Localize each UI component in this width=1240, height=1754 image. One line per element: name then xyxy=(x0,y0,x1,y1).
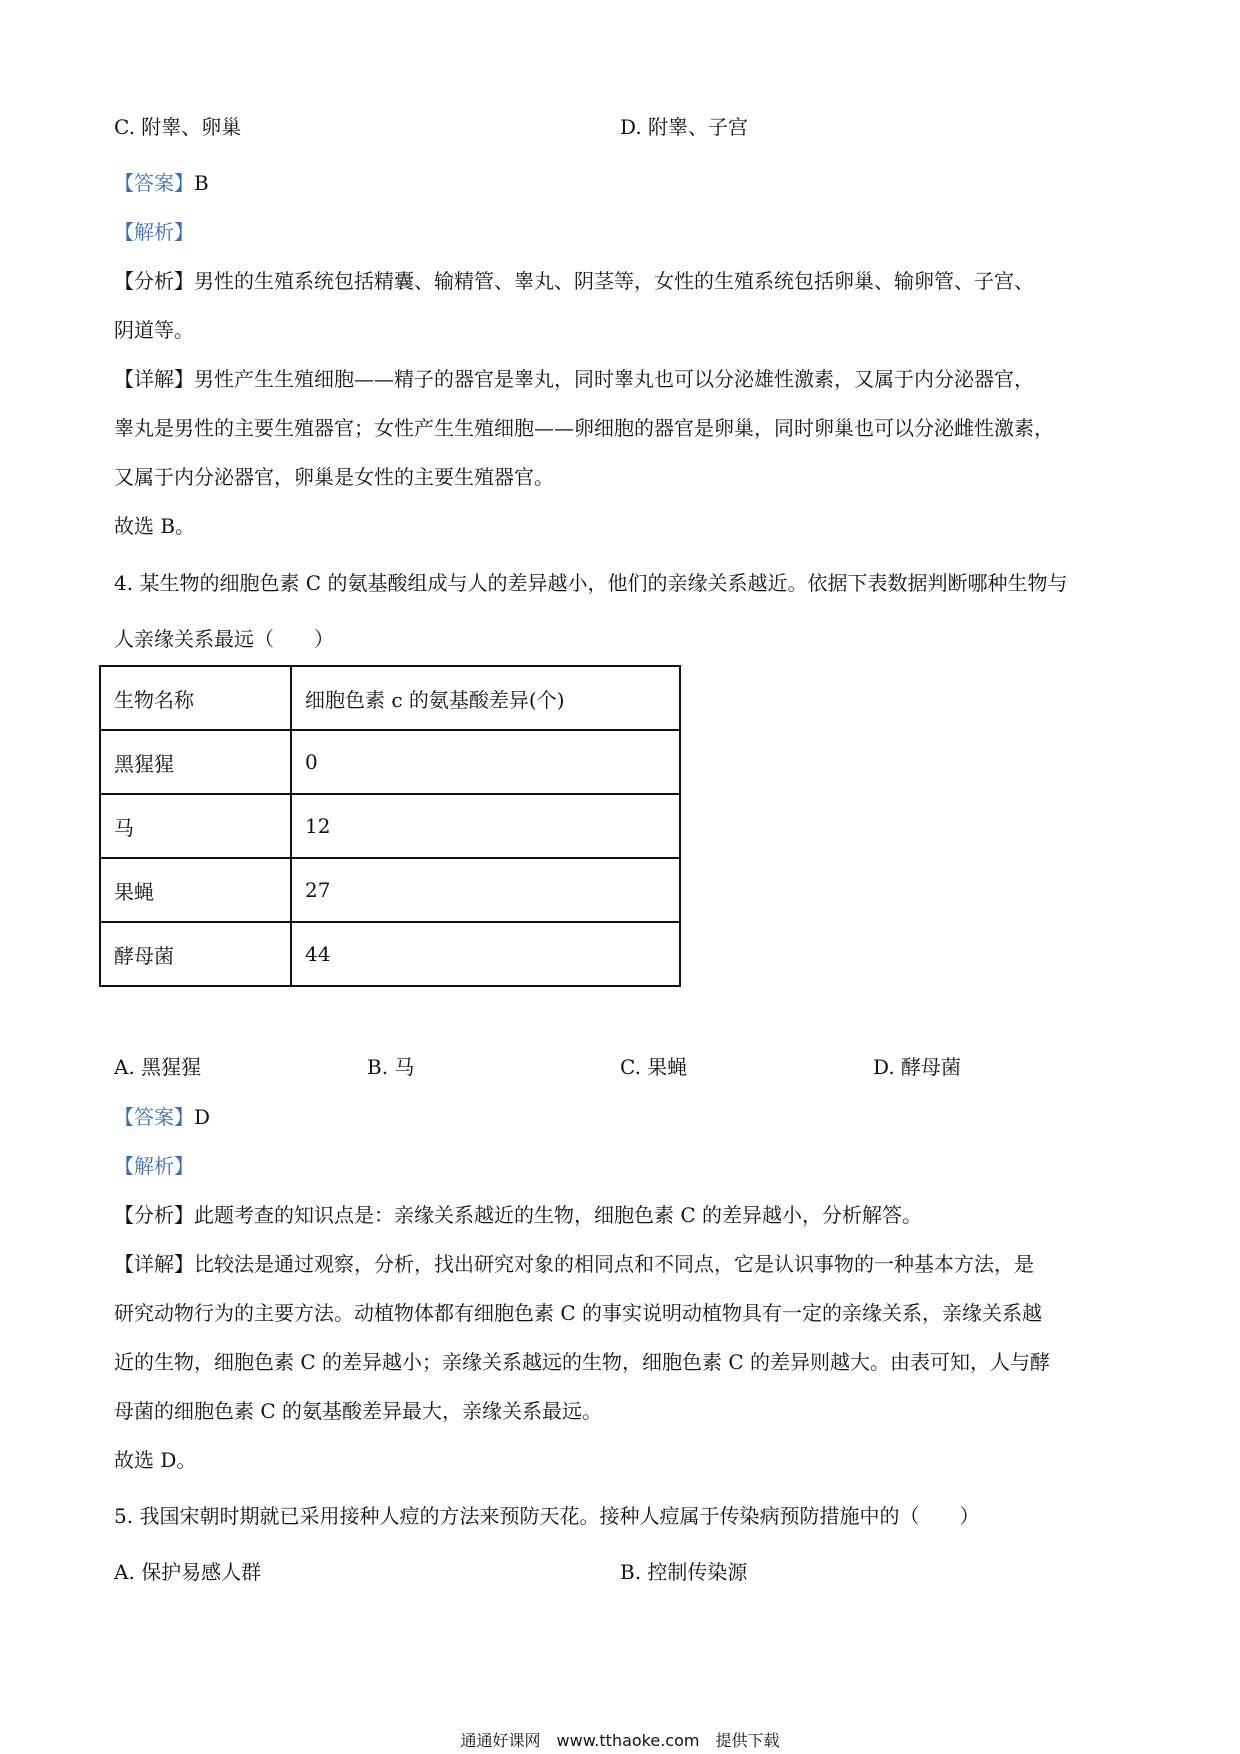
q3-option-c: C. 附睾、卵巢 xyxy=(114,115,242,139)
table-cell: 酵母菌 xyxy=(100,922,291,986)
q5-option-b: B. 控制传染源 xyxy=(620,1560,748,1584)
q4-xiangjie-line3: 近的生物，细胞色素 C 的差异越小；亲缘关系越远的生物，细胞色素 C 的差异则越大。由表可知，人与酵 xyxy=(114,1350,1051,1374)
analysis-tag: 【解析】 xyxy=(114,220,194,244)
q4-conclusion: 故选 D。 xyxy=(114,1448,197,1472)
q4-answer xyxy=(114,1102,210,1132)
q4-option-a: A. 黑猩猩 xyxy=(114,1055,202,1079)
table-row xyxy=(100,794,680,858)
answer-value: D xyxy=(194,1105,211,1129)
table-header-cell: 生物名称 xyxy=(100,666,291,730)
q3-fenxi-line1 xyxy=(114,266,1034,296)
q3-analysis-heading xyxy=(114,217,194,247)
table-cell: 27 xyxy=(291,858,680,922)
q4-stem-line2: 人亲缘关系最远（ ） xyxy=(114,627,334,651)
q5-options-row xyxy=(114,1557,1134,1587)
data-table xyxy=(99,665,681,987)
q3-option-d: D. 附睾、子宫 xyxy=(620,115,749,139)
table-cell: 果蝇 xyxy=(100,858,291,922)
table-header-cell: 细胞色素 c 的氨基酸差异(个) xyxy=(291,666,680,730)
q4-options-row xyxy=(114,1052,1134,1082)
fenxi-text: 此题考查的知识点是：亲缘关系越近的生物，细胞色素 C 的差异越小，分析解答。 xyxy=(194,1203,923,1227)
q3-xiangjie-line3: 又属于内分泌器官，卵巢是女性的主要生殖器官。 xyxy=(114,465,554,489)
table-header-row xyxy=(100,666,680,730)
xiangjie-text: 比较法是通过观察，分析，找出研究对象的相同点和不同点，它是认识事物的一种基本方法，是 xyxy=(194,1252,1034,1276)
q3-answer xyxy=(114,168,209,198)
table-cell: 黑猩猩 xyxy=(100,730,291,794)
table-cell: 12 xyxy=(291,794,680,858)
fenxi-tag: 【分析】 xyxy=(114,269,194,293)
q5-option-a: A. 保护易感人群 xyxy=(114,1560,262,1584)
q4-option-b: B. 马 xyxy=(367,1055,415,1079)
xiangjie-text: 男性产生生殖细胞——精子的器官是睾丸，同时睾丸也可以分泌雄性激素，又属于内分泌器官， xyxy=(194,367,1034,391)
q3-fenxi-line2: 阴道等。 xyxy=(114,318,194,342)
xiangjie-tag: 【详解】 xyxy=(114,367,194,391)
table-cell: 0 xyxy=(291,730,680,794)
q4-xiangjie-line2: 研究动物行为的主要方法。动植物体都有细胞色素 C 的事实说明动植物具有一定的亲缘关系，亲缘关系越 xyxy=(114,1301,1043,1325)
fenxi-tag: 【分析】 xyxy=(114,1203,194,1227)
q3-conclusion: 故选 B。 xyxy=(114,514,196,538)
table-cell: 马 xyxy=(100,794,291,858)
q4-xiangjie-line1 xyxy=(114,1249,1034,1279)
answer-tag: 【答案】 xyxy=(114,171,194,195)
q4-option-c: C. 果蝇 xyxy=(620,1055,688,1079)
answer-value: B xyxy=(194,171,209,195)
q3-xiangjie-line1 xyxy=(114,364,1034,394)
page-footer: 通通好课网 www.tthaoke.com 提供下载 xyxy=(460,1731,780,1750)
q4-analysis-heading xyxy=(114,1151,194,1181)
table-row xyxy=(100,858,680,922)
q4-stem-line1: 4. 某生物的细胞色素 C 的氨基酸组成与人的差异越小，他们的亲缘关系越近。依据下表数据判断哪种生物与 xyxy=(114,571,1068,595)
q3-xiangjie-line2: 睾丸是男性的主要生殖器官；女性产生生殖细胞——卵细胞的器官是卵巢，同时卵巢也可以分泌雌性激素， xyxy=(114,416,1054,440)
q4-xiangjie-line4: 母菌的细胞色素 C 的氨基酸差异最大，亲缘关系最远。 xyxy=(114,1399,603,1423)
analysis-tag: 【解析】 xyxy=(114,1154,194,1178)
q3-options-row xyxy=(114,112,1134,142)
q4-fenxi-line1 xyxy=(114,1200,922,1230)
table-cell: 44 xyxy=(291,922,680,986)
q5-stem: 5. 我国宋朝时期就已采用接种人痘的方法来预防天花。接种人痘属于传染病预防措施中的（ ） xyxy=(114,1504,980,1528)
answer-tag: 【答案】 xyxy=(114,1105,194,1129)
q4-option-d: D. 酵母菌 xyxy=(873,1055,962,1079)
table-row xyxy=(100,730,680,794)
fenxi-text: 男性的生殖系统包括精囊、输精管、睾丸、阴茎等，女性的生殖系统包括卵巢、输卵管、子宫、 xyxy=(194,269,1034,293)
table-row xyxy=(100,922,680,986)
xiangjie-tag: 【详解】 xyxy=(114,1252,194,1276)
